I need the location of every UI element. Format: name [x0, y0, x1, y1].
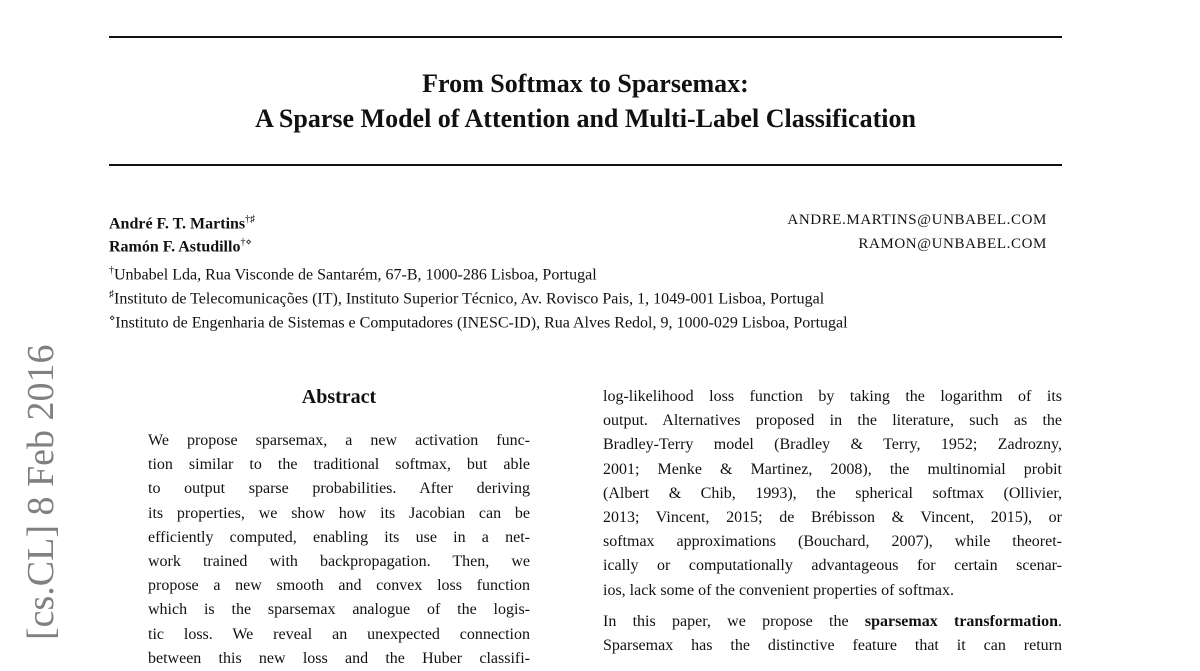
abstract-line: tic loss. We reveal an unexpected connection: [148, 625, 530, 643]
abstract-line: tion similar to the traditional softmax, but able: [148, 456, 530, 474]
abstract-line: to output sparse probabilities. After deriving: [148, 480, 530, 498]
abstract-line: propose a new smooth and convex loss function: [148, 577, 530, 595]
body-line: Sparsemax has the distinctive feature that it can return: [603, 637, 1062, 655]
arxiv-side-stamp: [cs.CL] 8 Feb 2016: [20, 344, 62, 640]
body-line: ios, lack some of the convenient properties of softmax.: [603, 581, 955, 599]
affiliation-line: †Unbabel Lda, Rua Visconde de Santarém, 67-B, 1000-286 Lisboa, Portugal: [109, 265, 597, 284]
sparsemax-paragraph: [603, 610, 1062, 658]
paper-title-line-1: From Softmax to Sparsemax:: [422, 69, 749, 98]
abstract-line: which is the sparsemax analogue of the logis-: [148, 601, 530, 619]
author-email: ANDRE.MARTINS@UNBABEL.COM: [787, 212, 1047, 228]
body-line: 2013; Vincent, 2015; de Brébisson & Vincent, 2015), or: [603, 508, 1062, 526]
abstract-line: work trained with backpropagation. Then, we: [148, 552, 530, 570]
intro-paragraph: [603, 385, 1062, 603]
affiliation-marks: †♯: [245, 214, 256, 225]
affiliation-line: ⋄Instituto de Engenharia de Sistemas e Computadores (INESC-ID), Rua Alves Redol, 9, 1000-029 Lisboa, Portugal: [109, 313, 848, 332]
body-line: (Albert & Chib, 1993), the spherical softmax (Ollivier,: [603, 484, 1062, 502]
bold-term: sparsemax transformation: [864, 613, 1058, 630]
author-name: Ramón F. Astudillo†⋄: [109, 237, 252, 256]
body-line: softmax approximations (Bouchard, 2007), while theoret-: [603, 533, 1062, 551]
abstract-line: We propose sparsemax, a new activation func-: [148, 432, 530, 449]
body-line: 2001; Menke & Martinez, 2008), the multinomial probit: [603, 460, 1062, 478]
affiliation-marks: †⋄: [240, 237, 252, 248]
author-name: André F. T. Martins†♯: [109, 214, 256, 233]
body-line: ically or computationally advantageous for certain scenar-: [603, 557, 1062, 575]
affiliation-line: ♯Instituto de Telecomunicações (IT), Instituto Superior Técnico, Av. Rovisco Pais, 1, 1049-001 Lisboa, Portugal: [109, 289, 825, 308]
body-line: log-likelihood loss function by taking the logarithm of its: [603, 388, 1062, 405]
abstract-line: its properties, we show how its Jacobian can be: [148, 504, 530, 522]
paper-title-line-2: A Sparse Model of Attention and Multi-Label Classification: [255, 104, 916, 133]
abstract-line: between this new loss and the Huber classifi-: [148, 649, 530, 667]
abstract-line: efficiently computed, enabling its use in a net-: [148, 528, 530, 546]
abstract-body: [148, 429, 530, 671]
body-line: output. Alternatives proposed in the literature, such as the: [603, 412, 1062, 430]
abstract-heading: Abstract: [301, 386, 377, 408]
top-rule: [109, 36, 1062, 38]
author-email: RAMON@UNBABEL.COM: [858, 236, 1047, 252]
body-line: In this paper, we propose the sparsemax transformation.: [603, 613, 1062, 630]
title-bottom-rule: [109, 164, 1062, 166]
body-line: Bradley-Terry model (Bradley & Terry, 1952; Zadrozny,: [603, 436, 1062, 454]
